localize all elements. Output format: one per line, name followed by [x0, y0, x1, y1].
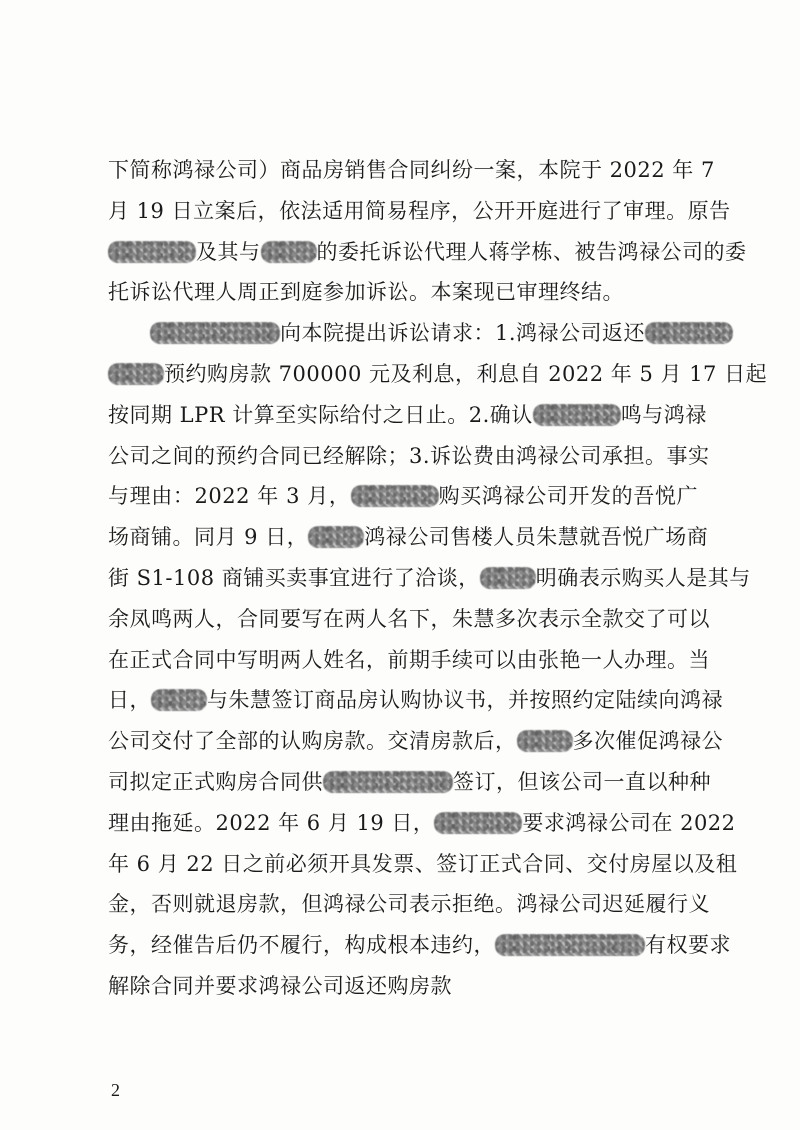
redaction-mark — [108, 363, 164, 385]
text-fragment: 街 S1-108 商铺买卖事宜进行了洽谈， — [108, 565, 480, 590]
text-line: 月 19 日立案后，依法适用简易程序，公开开庭进行了审理。原告 — [108, 198, 731, 223]
text-fragment: 场商铺。同月 9 日， — [108, 525, 309, 550]
text-fragment: 的委托诉讼代理人蒋学栋、被告鸿禄公司的委 — [316, 239, 747, 264]
text-line — [108, 517, 709, 558]
redaction-mark — [308, 526, 364, 548]
text-fragment: 与理由：2022 年 3 月， — [108, 484, 351, 509]
text-line — [108, 395, 707, 436]
text-fragment: 鸣与鸿禄 — [620, 402, 707, 427]
text-fragment: 有权要求 — [645, 933, 731, 958]
text-fragment: 公司交付了全部的认购房款。交清房款后， — [108, 729, 517, 754]
text-line — [108, 721, 723, 762]
redaction-mark — [517, 730, 573, 752]
redaction-mark — [480, 567, 536, 589]
text-line: 年 6 月 22 日之前必须开具发票、签订正式合同、交付房屋以及租 — [108, 851, 738, 876]
text-fragment: 日， — [108, 688, 151, 713]
text-fragment: 要求鸿禄公司在 2022 — [522, 810, 736, 835]
text-line — [108, 558, 751, 599]
redaction-mark — [261, 241, 317, 263]
text-fragment: 明确表示购买人是其与 — [535, 565, 751, 590]
text-line: 解除合同并要求鸿禄公司返还购房款 — [108, 973, 452, 998]
redaction-mark — [645, 322, 733, 344]
text-fragment: 与朱慧签订商品房认购协议书，并按照约定陆续向鸿禄 — [207, 688, 723, 713]
text-fragment: 预约购房款 700000 元及利息，利息自 2022 年 5 月 17 日起 — [164, 361, 768, 386]
text-fragment: 务，经催告后仍不履行，构成根本违约， — [108, 933, 495, 958]
text-line — [108, 354, 768, 395]
judgment-body-text — [108, 150, 768, 1007]
redaction-mark — [323, 771, 453, 793]
redaction-mark — [434, 812, 522, 834]
text-line — [108, 803, 736, 844]
text-fragment: 按同期 LPR 计算至实际给付之日止。2.确认 — [108, 402, 533, 427]
text-fragment: 购买鸿禄公司开发的吾悦广 — [438, 484, 698, 509]
text-line — [108, 232, 747, 273]
text-line — [108, 680, 723, 721]
text-line — [108, 476, 698, 517]
text-line: 金，否则就退房款，但鸿禄公司表示拒绝。鸿禄公司迟延履行义 — [108, 892, 710, 917]
text-line: 下简称鸿禄公司）商品房销售合同纠纷一案，本院于 2022 年 7 — [108, 158, 715, 182]
text-line — [108, 925, 731, 966]
text-line: 余凤鸣两人，合同要写在两人名下，朱慧多次表示全款交了可以 — [108, 606, 710, 631]
text-fragment: 司拟定正式购房合同供 — [108, 769, 323, 794]
redaction-mark — [151, 689, 207, 711]
text-line — [108, 762, 711, 803]
text-line — [108, 313, 698, 354]
text-fragment: 向本院提出诉讼请求：1.鸿禄公司返还 — [280, 321, 646, 346]
redaction-mark — [533, 404, 621, 426]
redaction-mark — [150, 322, 280, 344]
text-line: 公司之间的预约合同已经解除；3.诉讼费由鸿禄公司承担。事实 — [108, 443, 710, 468]
text-fragment: 签订，但该公司一直以种种 — [453, 769, 711, 794]
text-fragment: 及其与 — [196, 239, 261, 264]
text-line: 托诉讼代理人周正到庭参加诉讼。本案现已审理终结。 — [108, 280, 624, 305]
text-fragment: 多次催促鸿禄公 — [572, 729, 723, 754]
text-line: 在正式合同中写明两人姓名，前期手续可以由张艳一人办理。当 — [108, 647, 710, 672]
redaction-mark — [495, 934, 645, 956]
redaction-mark — [351, 485, 439, 507]
text-fragment: 理由拖延。2022 年 6 月 19 日， — [108, 810, 435, 835]
redaction-mark — [108, 241, 196, 263]
text-fragment: 鸿禄公司售楼人员朱慧就吾悦广场商 — [364, 525, 709, 550]
page-number: 2 — [111, 1080, 120, 1100]
